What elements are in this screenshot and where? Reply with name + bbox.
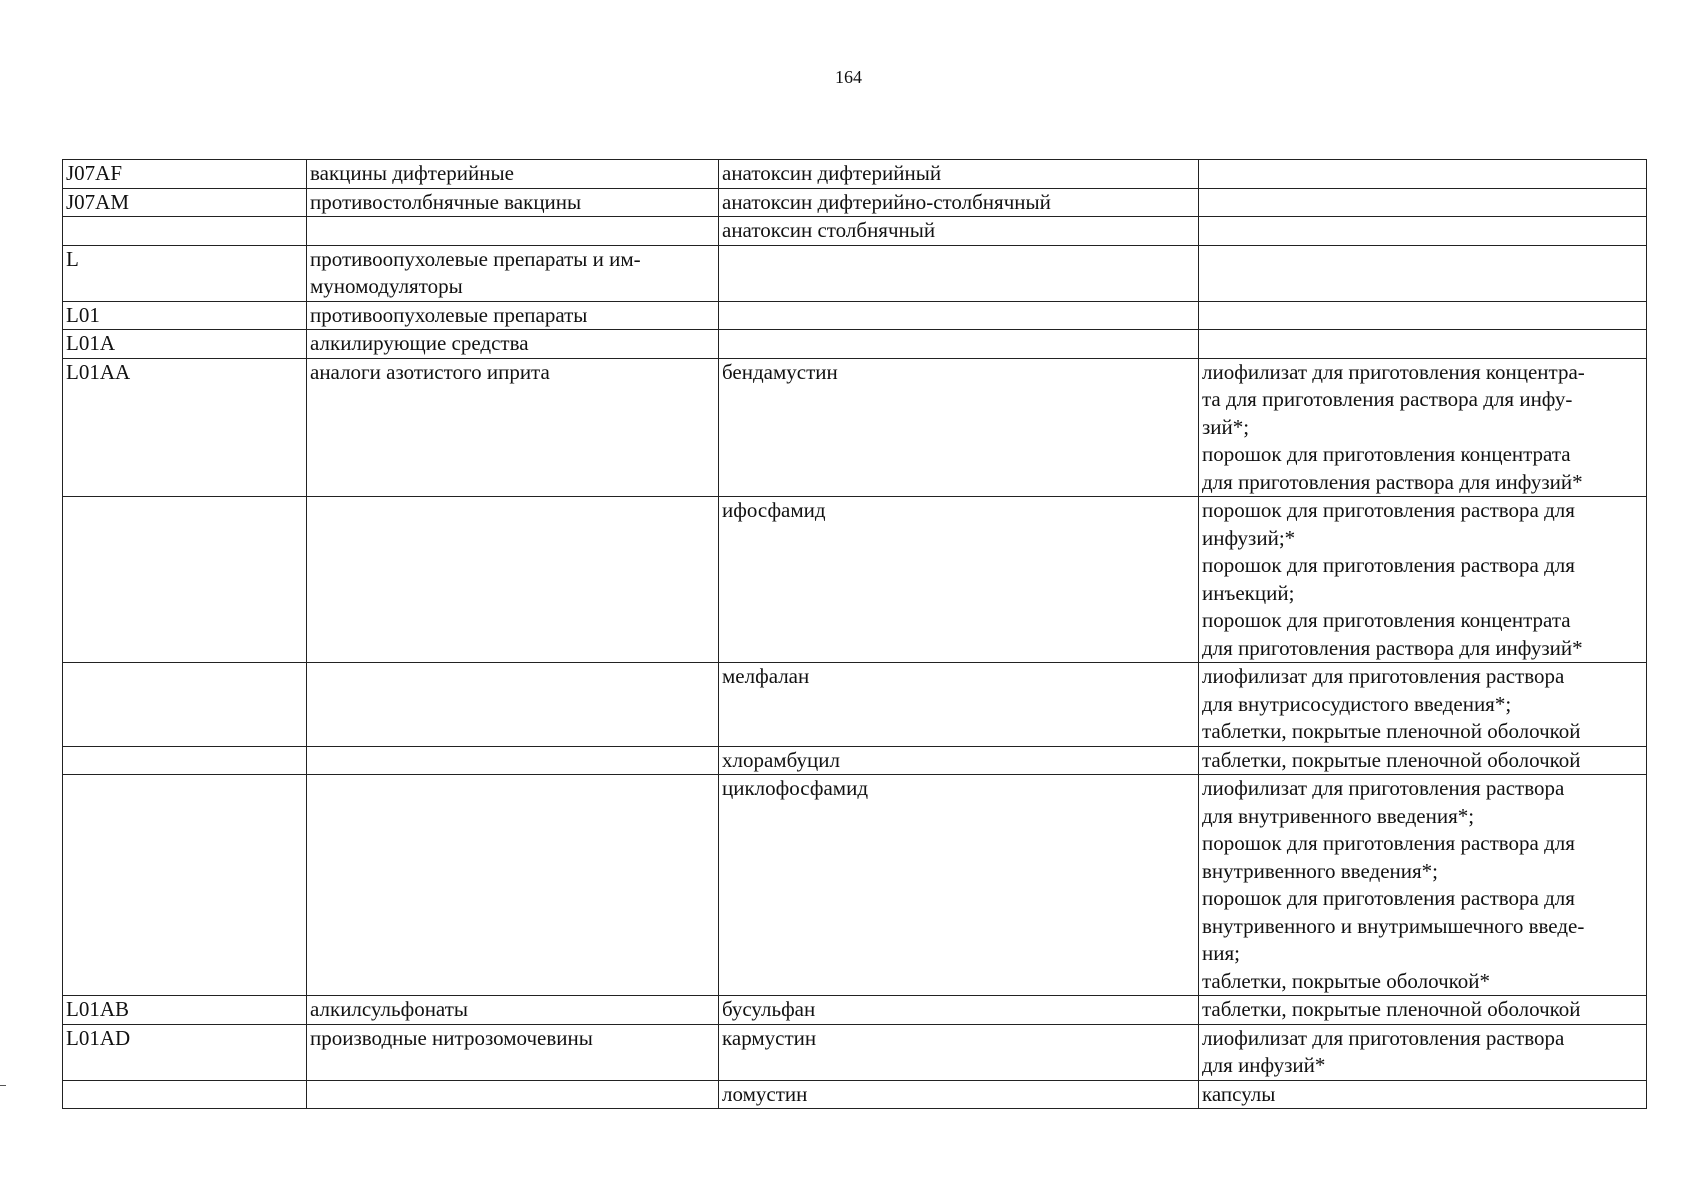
dosage-form-cell — [1199, 160, 1647, 189]
drug-name-cell: бусульфан — [719, 996, 1199, 1025]
group-name-cell: противостолбнячные вакцины — [307, 188, 719, 217]
table-row — [63, 160, 1647, 189]
dosage-form-cell: капсулы — [1199, 1080, 1647, 1109]
group-name-cell: алкилсульфонаты — [307, 996, 719, 1025]
drug-name-cell: ломустин — [719, 1080, 1199, 1109]
dosage-form-cell — [1199, 217, 1647, 246]
dosage-form-cell: лиофилизат для приготовления раствора для внутрисосудистого введения*; таблетки, покрытые пленочной оболочкой — [1199, 663, 1647, 747]
drug-name-cell: ифосфамид — [719, 497, 1199, 663]
dosage-form-cell: таблетки, покрытые пленочной оболочкой — [1199, 996, 1647, 1025]
group-name-cell — [307, 497, 719, 663]
drug-name-cell: анатоксин дифтерийный — [719, 160, 1199, 189]
table-body — [63, 160, 1647, 1109]
group-name-cell — [307, 746, 719, 775]
atc-code-cell: L01AD — [63, 1024, 307, 1080]
atc-code-cell — [63, 1080, 307, 1109]
drug-name-cell — [719, 330, 1199, 359]
dosage-form-cell: лиофилизат для приготовления раствора для инфузий* — [1199, 1024, 1647, 1080]
atc-code-cell: J07AF — [63, 160, 307, 189]
group-name-cell — [307, 217, 719, 246]
group-name-cell: алкилирующие средства — [307, 330, 719, 359]
table-row — [63, 358, 1647, 497]
dosage-form-cell: порошок для приготовления раствора для инфузий;* порошок для приготовления раствора для инъекций; порошок для приготовления концентрата для приготовления раствора для инфузий* — [1199, 497, 1647, 663]
group-name-cell: противоопухолевые препараты — [307, 301, 719, 330]
atc-code-cell — [63, 497, 307, 663]
table-row — [63, 497, 1647, 663]
table-row — [63, 775, 1647, 996]
dosage-form-cell — [1199, 301, 1647, 330]
dosage-form-cell: лиофилизат для приготовления концентра- та для приготовления раствора для инфу- зий*; порошок для приготовления концентрата для приготовления раствора для инфузий* — [1199, 358, 1647, 497]
drug-name-cell: хлорамбуцил — [719, 746, 1199, 775]
atc-code-cell: L — [63, 245, 307, 301]
table-row — [63, 1080, 1647, 1109]
group-name-cell — [307, 1080, 719, 1109]
table-row — [63, 301, 1647, 330]
scan-edge-mark — [0, 1085, 6, 1086]
drug-name-cell: анатоксин дифтерийно-столбнячный — [719, 188, 1199, 217]
atc-code-cell — [63, 663, 307, 747]
page-number: 164 — [835, 67, 862, 87]
atc-code-cell — [63, 775, 307, 996]
group-name-cell: производные нитрозомочевины — [307, 1024, 719, 1080]
table-row — [63, 188, 1647, 217]
group-name-cell: вакцины дифтерийные — [307, 160, 719, 189]
drug-name-cell: анатоксин столбнячный — [719, 217, 1199, 246]
drug-name-cell — [719, 301, 1199, 330]
dosage-form-cell: таблетки, покрытые пленочной оболочкой — [1199, 746, 1647, 775]
table-row — [63, 746, 1647, 775]
table-row — [63, 663, 1647, 747]
drug-name-cell: бендамустин — [719, 358, 1199, 497]
drug-name-cell: кармустин — [719, 1024, 1199, 1080]
atc-code-cell: L01AB — [63, 996, 307, 1025]
table-row — [63, 245, 1647, 301]
atc-code-cell: J07AM — [63, 188, 307, 217]
table-row — [63, 330, 1647, 359]
dosage-form-cell — [1199, 188, 1647, 217]
drug-name-cell: мелфалан — [719, 663, 1199, 747]
group-name-cell: противоопухолевые препараты и им- муномодуляторы — [307, 245, 719, 301]
atc-code-cell: L01A — [63, 330, 307, 359]
dosage-form-cell: лиофилизат для приготовления раствора для внутривенного введения*; порошок для приготовления раствора для внутривенного введения*; порошок для приготовления раствора для внутривенного и внутримышечного введе- ния; таблетки, покрытые оболочкой* — [1199, 775, 1647, 996]
table-row — [63, 217, 1647, 246]
group-name-cell: аналоги азотистого иприта — [307, 358, 719, 497]
drug-list-table — [62, 159, 1647, 1109]
drug-name-cell — [719, 245, 1199, 301]
atc-code-cell: L01 — [63, 301, 307, 330]
group-name-cell — [307, 775, 719, 996]
dosage-form-cell — [1199, 330, 1647, 359]
drug-name-cell: циклофосфамид — [719, 775, 1199, 996]
table-row — [63, 996, 1647, 1025]
dosage-form-cell — [1199, 245, 1647, 301]
atc-code-cell — [63, 746, 307, 775]
table-row — [63, 1024, 1647, 1080]
atc-code-cell — [63, 217, 307, 246]
group-name-cell — [307, 663, 719, 747]
atc-code-cell: L01AA — [63, 358, 307, 497]
